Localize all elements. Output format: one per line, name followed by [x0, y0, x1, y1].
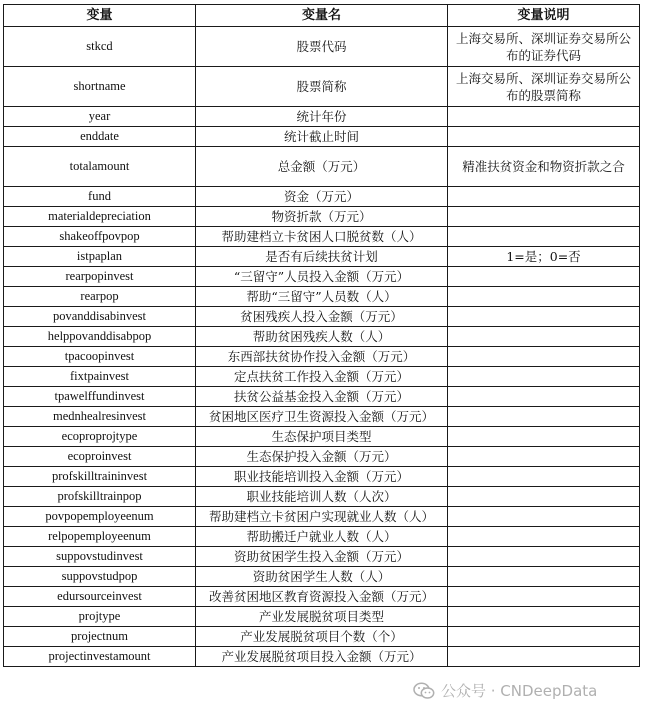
variable-cell: fixtpainvest: [4, 367, 196, 387]
variable-cell: projtype: [4, 607, 196, 627]
variable-cell: suppovstudpop: [4, 567, 196, 587]
table-row: [4, 227, 640, 247]
table-row: [4, 507, 640, 527]
variable-name-cell: 股票代码: [196, 27, 448, 67]
variable-description-cell: [448, 267, 640, 287]
variable-cell: povpopemployeenum: [4, 507, 196, 527]
variable-cell: ecoproprojtype: [4, 427, 196, 447]
variable-cell: mednhealresinvest: [4, 407, 196, 427]
variable-cell: rearpopinvest: [4, 267, 196, 287]
variable-cell: tpacoopinvest: [4, 347, 196, 367]
variable-cell: tpawelffundinvest: [4, 387, 196, 407]
variable-description-cell: [448, 507, 640, 527]
variable-cell: stkcd: [4, 27, 196, 67]
table-row: [4, 247, 640, 267]
table-row: [4, 567, 640, 587]
variable-description-cell: [448, 627, 640, 647]
variable-description-cell: [448, 187, 640, 207]
variable-description-cell: [448, 567, 640, 587]
table-row: [4, 527, 640, 547]
table-row: [4, 327, 640, 347]
variable-cell: profskilltraininvest: [4, 467, 196, 487]
variable-name-cell: 资金（万元）: [196, 187, 448, 207]
header-variable-description: 变量说明: [448, 5, 640, 27]
variable-cell: povanddisabinvest: [4, 307, 196, 327]
header-variable-name: 变量名: [196, 5, 448, 27]
variable-name-cell: 股票简称: [196, 67, 448, 107]
variable-cell: fund: [4, 187, 196, 207]
variable-name-cell: 生态保护项目类型: [196, 427, 448, 447]
table-row: [4, 267, 640, 287]
variable-description-cell: [448, 307, 640, 327]
variable-description-cell: [448, 467, 640, 487]
variable-cell: ecoproinvest: [4, 447, 196, 467]
variable-name-cell: 产业发展脱贫项目个数（个）: [196, 627, 448, 647]
variable-name-cell: 改善贫困地区教育资源投入金额（万元）: [196, 587, 448, 607]
variable-name-cell: 定点扶贫工作投入金额（万元）: [196, 367, 448, 387]
variable-description-cell: [448, 647, 640, 667]
variable-name-cell: 职业技能培训人数（人次）: [196, 487, 448, 507]
variable-name-cell: 统计年份: [196, 107, 448, 127]
variable-description-cell: [448, 107, 640, 127]
table-row: [4, 647, 640, 667]
variable-description-cell: [448, 207, 640, 227]
variable-cell: enddate: [4, 127, 196, 147]
table-row: [4, 627, 640, 647]
variable-name-cell: 职业技能培训投入金额（万元）: [196, 467, 448, 487]
table-row: [4, 387, 640, 407]
variable-table: [3, 4, 640, 667]
variable-cell: rearpop: [4, 287, 196, 307]
table-row: [4, 487, 640, 507]
wechat-icon: [413, 682, 435, 700]
variable-name-cell: 帮助贫困残疾人数（人）: [196, 327, 448, 347]
table-row: [4, 187, 640, 207]
variable-name-cell: 生态保护投入金额（万元）: [196, 447, 448, 467]
table-row: [4, 307, 640, 327]
variable-cell: projectnum: [4, 627, 196, 647]
variable-description-cell: [448, 487, 640, 507]
variable-description-cell: 精准扶贫资金和物资折款之合: [448, 147, 640, 187]
variable-description-cell: 上海交易所、深圳证券交易所公布的股票简称: [448, 67, 640, 107]
table-row: [4, 407, 640, 427]
variable-name-cell: 帮助建档立卡贫困户实现就业人数（人）: [196, 507, 448, 527]
variable-description-cell: [448, 527, 640, 547]
variable-description-cell: [448, 607, 640, 627]
variable-cell: projectinvestamount: [4, 647, 196, 667]
variable-description-cell: [448, 447, 640, 467]
header-variable: 变量: [4, 5, 196, 27]
variable-name-cell: 物资折款（万元）: [196, 207, 448, 227]
variable-description-cell: [448, 227, 640, 247]
variable-cell: shakeoffpovpop: [4, 227, 196, 247]
variable-name-cell: 产业发展脱贫项目投入金额（万元）: [196, 647, 448, 667]
table-row: [4, 607, 640, 627]
table-row: [4, 547, 640, 567]
table-row: [4, 107, 640, 127]
variable-cell: relpopemployeenum: [4, 527, 196, 547]
table-row: [4, 27, 640, 67]
table-row: [4, 587, 640, 607]
table-row: [4, 147, 640, 187]
variable-name-cell: 资助贫困学生投入金额（万元）: [196, 547, 448, 567]
table-row: [4, 447, 640, 467]
variable-description-cell: [448, 427, 640, 447]
watermark: [411, 680, 599, 701]
variable-description-cell: [448, 367, 640, 387]
variable-cell: helppovanddisabpop: [4, 327, 196, 347]
variable-description-cell: [448, 127, 640, 147]
variable-cell: materialdepreciation: [4, 207, 196, 227]
variable-description-cell: [448, 407, 640, 427]
variable-name-cell: 资助贫困学生人数（人）: [196, 567, 448, 587]
table-row: [4, 367, 640, 387]
table-row: [4, 347, 640, 367]
variable-name-cell: 统计截止时间: [196, 127, 448, 147]
variable-description-cell: [448, 347, 640, 367]
variable-description-cell: [448, 587, 640, 607]
variable-name-cell: 帮助搬迁户就业人数（人）: [196, 527, 448, 547]
variable-cell: istpaplan: [4, 247, 196, 267]
table-row: [4, 67, 640, 107]
variable-cell: edursourceinvest: [4, 587, 196, 607]
variable-description-cell: [448, 327, 640, 347]
variable-name-cell: 贫困残疾人投入金额（万元）: [196, 307, 448, 327]
variable-cell: year: [4, 107, 196, 127]
variable-name-cell: 贫困地区医疗卫生资源投入金额（万元）: [196, 407, 448, 427]
variable-cell: profskilltrainpop: [4, 487, 196, 507]
table-body: [4, 27, 640, 667]
variable-description-cell: [448, 387, 640, 407]
variable-cell: shortname: [4, 67, 196, 107]
table-header-row: [4, 5, 640, 27]
table-row: [4, 467, 640, 487]
variable-name-cell: 是否有后续扶贫计划: [196, 247, 448, 267]
variable-description-cell: [448, 287, 640, 307]
variable-cell: suppovstudinvest: [4, 547, 196, 567]
variable-name-cell: 帮助建档立卡贫困人口脱贫数（人）: [196, 227, 448, 247]
variable-cell: totalamount: [4, 147, 196, 187]
variable-name-cell: 帮助“三留守”人员数（人）: [196, 287, 448, 307]
variable-name-cell: 总金额（万元）: [196, 147, 448, 187]
variable-description-cell: [448, 547, 640, 567]
variable-name-cell: 扶贫公益基金投入金额（万元）: [196, 387, 448, 407]
table-row: [4, 207, 640, 227]
table-row: [4, 127, 640, 147]
variable-description-cell: 1=是；0=否: [448, 247, 640, 267]
table-row: [4, 287, 640, 307]
watermark-text: 公众号 · CNDeepData: [441, 682, 598, 700]
variable-name-cell: 产业发展脱贫项目类型: [196, 607, 448, 627]
variable-name-cell: 东西部扶贫协作投入金额（万元）: [196, 347, 448, 367]
variable-name-cell: “三留守”人员投入金额（万元）: [196, 267, 448, 287]
table-row: [4, 427, 640, 447]
variable-description-cell: 上海交易所、深圳证券交易所公布的证券代码: [448, 27, 640, 67]
